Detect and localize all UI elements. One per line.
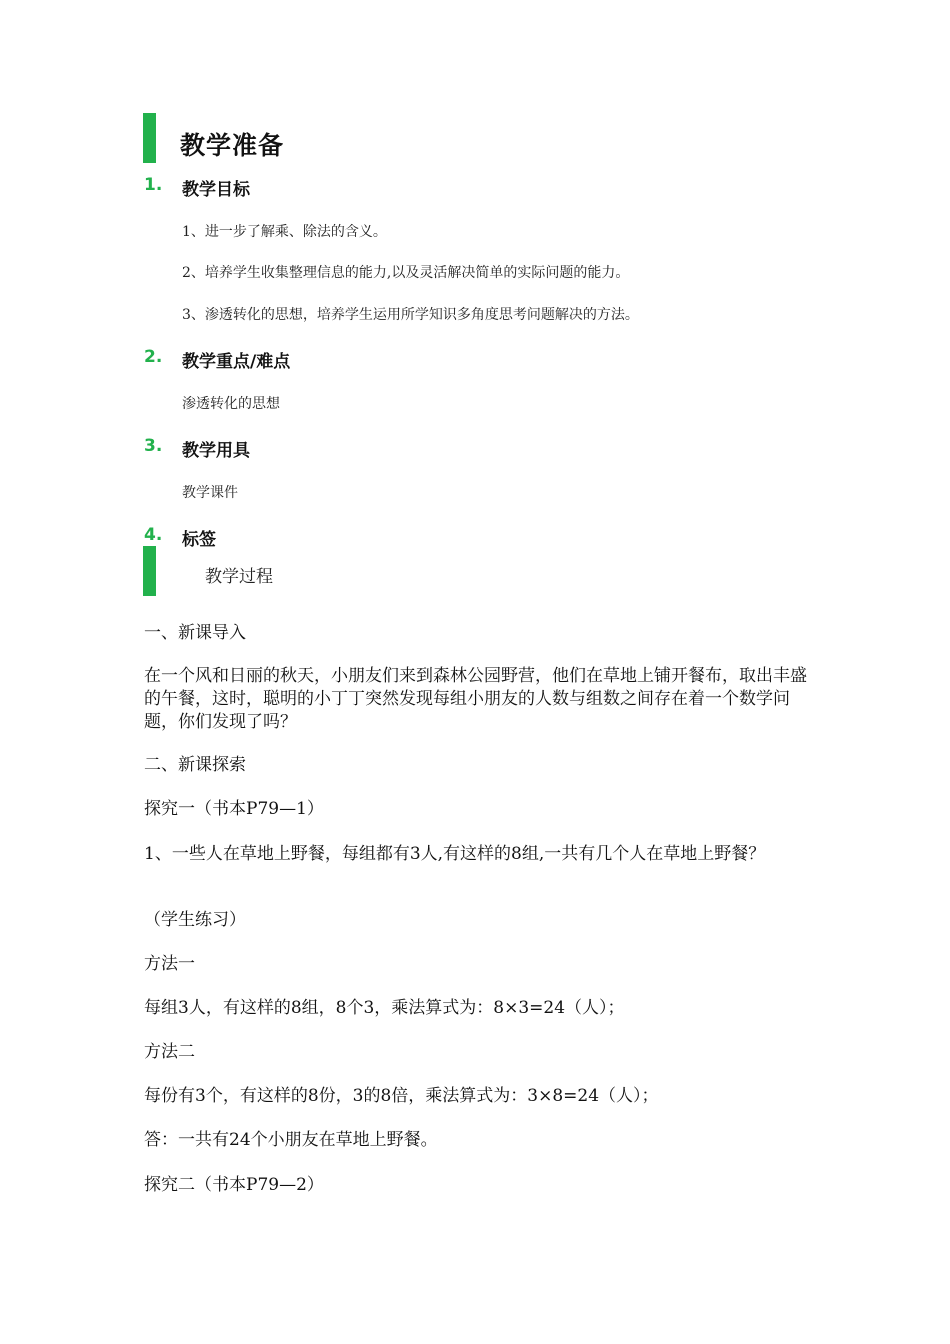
paragraph: 二、新课探索 [144,755,246,775]
section-title-focus: 教学重点/难点 [182,352,291,372]
process-title: 教学过程 [205,567,273,587]
section-title-tools: 教学用具 [182,441,250,461]
prep-accent-bar [143,113,156,163]
paragraph: （学生练习） [144,910,246,930]
section-number-tags: 4. [144,525,163,545]
prep-title: 教学准备 [180,131,285,160]
section-title-goals: 教学目标 [182,180,250,200]
section-number-tools: 3. [144,436,163,456]
paragraph: 探究二（书本P79—2） [144,1175,324,1195]
goal-item: 3、渗透转化的思想，培养学生运用所学知识多角度思考问题解决的方法。 [182,307,639,323]
goal-item: 2、培养学生收集整理信息的能力,以及灵活解决简单的实际问题的能力。 [182,265,630,281]
focus-text: 渗透转化的思想 [182,396,280,412]
paragraph: 1、一些人在草地上野餐，每组都有3人,有这样的8组,一共有几个人在草地上野餐？ [144,844,766,864]
paragraph: 方法二 [144,1042,195,1062]
paragraph: 每份有3个，有这样的8份，3的8倍，乘法算式为：3×8=24（人）； [144,1086,659,1106]
tools-text: 教学课件 [182,485,238,501]
paragraph: 答：一共有24个小朋友在草地上野餐。 [144,1130,438,1150]
goal-item: 1、进一步了解乘、除法的含义。 [182,224,387,240]
paragraph: 一、新课导入 [144,623,246,643]
section-title-tags: 标签 [182,530,216,550]
section-number-goals: 1. [144,175,163,195]
process-accent-bar [143,546,156,596]
paragraph: 在一个风和日丽的秋天，小朋友们来到森林公园野营，他们在草地上铺开餐布，取出丰盛的午餐，这时，聪明的小丁丁突然发现每组小朋友的人数与组数之间存在着一个数学问题，你们发现了吗？ [144,666,807,732]
section-number-focus: 2. [144,347,163,367]
paragraph: 探究一（书本P79—1） [144,799,324,819]
paragraph: 每组3人，有这样的8组，8个3，乘法算式为：8×3=24（人）； [144,998,625,1018]
paragraph: 方法一 [144,954,195,974]
